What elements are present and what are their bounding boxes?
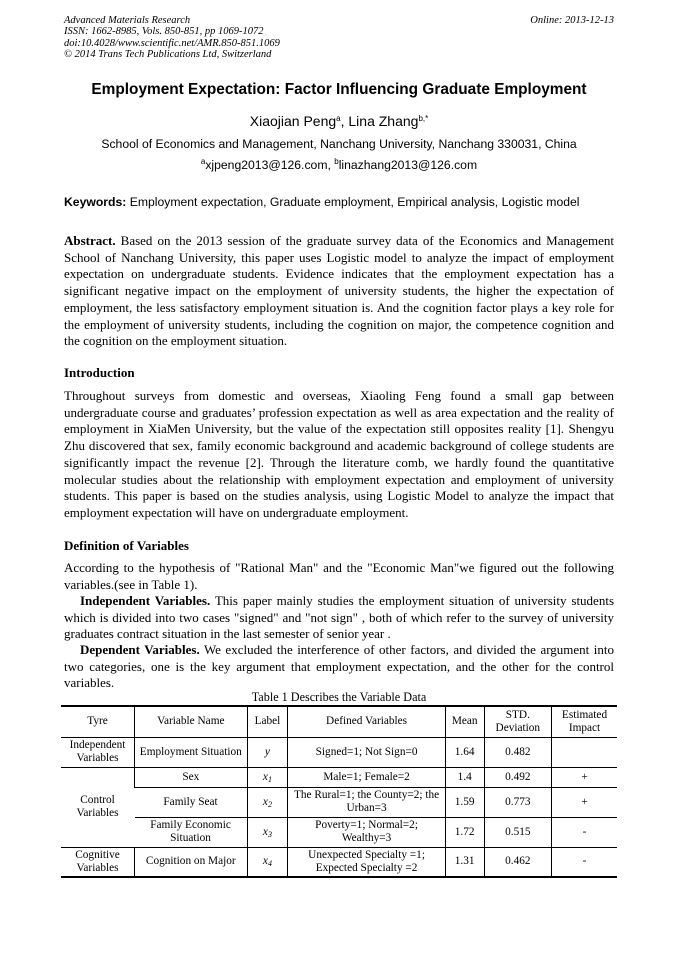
label-subscript: 3 (267, 829, 272, 839)
table-row (61, 787, 617, 817)
variable-name-cell: Family Economic Situation (150, 819, 231, 844)
keywords (64, 195, 580, 209)
independent-variables-text: This paper mainly studies the employment situation of university students which is divided into two cases "signed" and "not sign" , both of which refer to the survey of university graduates contract situation in the last semester of senior year . (64, 593, 614, 642)
journal-doi: doi:10.4028/www.scientific.net/AMR.850-851.1069 (64, 37, 280, 49)
paper-title: Employment Expectation: Factor Influencing Graduate Employment (91, 81, 587, 98)
group-cell: Cognitive Variables (75, 848, 120, 874)
definition-intro: According to the hypothesis of "Rational Man" and the "Economic Man"we figured out the following variables.(see in Table 1). (64, 560, 614, 592)
impact-cell: + (552, 787, 617, 817)
mean-cell: 1.59 (445, 787, 484, 817)
label-symbol: x (262, 825, 268, 838)
author-affil-mark: b,* (418, 114, 429, 123)
introduction-heading: Introduction (64, 365, 135, 380)
table-header-row (61, 706, 617, 737)
affiliation: School of Economics and Management, Nanchang University, Nanchang 330031, China (101, 137, 577, 151)
independent-variables-label: Independent Variables. (80, 593, 211, 608)
label-subscript: 2 (267, 799, 272, 809)
email-mark: b (334, 157, 339, 166)
mean-cell: 1.4 (445, 767, 484, 787)
defined-cell: Signed=1; Not Sign=0 (288, 737, 445, 767)
label-cell (247, 817, 288, 847)
label-subscript: 1 (267, 774, 272, 784)
defined-cell: Poverty=1; Normal=2; Wealthy=3 (288, 817, 445, 847)
introduction-text: Throughout surveys from domestic and overseas, Xiaoling Feng found a small gap between undergraduate course and graduates’ profession expectation as well as area expectation and the reality of employment in XiaMen University, but the value of the expectation still opposites reality [1]. Shengyu Zhu discovered that sex, family economic background and academic background of college students are significantly impact the revenue [2]. Through the literature comb, we hardly found the quantitative molecular studies about the relationship with employment expectation and employment of university students. This paper is based on the studies analysis, using Logistic Model to analyze the impact that employment expectation will have on undergraduate employment. (64, 388, 614, 520)
table-row (61, 767, 617, 787)
independent-variables-paragraph (64, 593, 614, 643)
label-symbol: x (262, 795, 268, 808)
label-cell (247, 787, 288, 817)
std-cell: 0.515 (484, 817, 551, 847)
table-caption: Table 1 Describes the Variable Data (251, 690, 427, 704)
email-address: xjpeng2013@126.com, (205, 158, 335, 172)
dependent-variables-label: Dependent Variables. (80, 642, 200, 657)
column-header: Tyre (87, 715, 108, 728)
journal-copyright: © 2014 Trans Tech Publications Ltd, Switzerland (64, 48, 272, 60)
defined-cell: Male=1; Female=2 (288, 767, 445, 787)
email-line (0, 158, 678, 172)
author-separator: , (340, 113, 349, 129)
keywords-label: Keywords: (64, 195, 127, 209)
table-row (61, 737, 617, 767)
group-cell: Control Variables (76, 794, 119, 819)
column-header: STD. Deviation (484, 706, 551, 737)
impact-cell: - (552, 817, 617, 847)
journal-header (64, 15, 280, 60)
label-symbol: y (264, 745, 270, 758)
variable-name-cell: Cognition on Major (135, 847, 247, 877)
variable-name-cell: Employment Situation (135, 737, 247, 767)
author-name: Xiaojian Peng (249, 113, 337, 129)
mean-cell: 1.72 (445, 817, 484, 847)
abstract-label: Abstract. (64, 233, 116, 248)
column-header: Defined Variables (288, 706, 445, 737)
author-affil-mark: a (336, 114, 341, 123)
label-subscript: 4 (267, 859, 272, 869)
impact-cell: + (552, 767, 617, 787)
std-cell: 0.773 (484, 787, 551, 817)
column-header: Label (247, 706, 288, 737)
variable-table (61, 705, 617, 878)
variable-name-cell: Family Seat (163, 795, 218, 808)
label-cell (247, 847, 288, 877)
dependent-variables-paragraph (64, 642, 614, 692)
abstract (64, 233, 614, 350)
author-name: Lina Zhang (348, 113, 419, 129)
defined-cell: Unexpected Specialty =1; Expected Specialty =2 (288, 847, 445, 877)
email-address: linazhang2013@126.com (338, 158, 478, 172)
definition-heading: Definition of Variables (64, 538, 189, 553)
column-header: Estimated Impact (552, 706, 617, 737)
abstract-text: Based on the 2013 session of the graduate survey data of the Economics and Management School of Nanchang University, this paper uses Logistic model to analyze the impact of employment expectation on undergraduate students. Evidence indicates that the employment expectation has a significant negative impact on the employment of university students, the higher the expectation of employment, the less satisfactory employment situation is. And the cognition factor plays a key role for the employment of university students, including the cognition on major, the competence cognition and the cognition on the employment situation. (64, 233, 614, 349)
online-date: Online: 2013-12-13 (530, 15, 614, 26)
impact-cell (552, 737, 617, 767)
std-cell: 0.492 (484, 767, 551, 787)
table-row (61, 847, 617, 877)
keywords-text: Employment expectation, Graduate employment, Empirical analysis, Logistic model (126, 195, 580, 209)
variable-name-cell: Sex (135, 767, 247, 787)
mean-cell: 1.31 (445, 847, 484, 877)
group-cell: Independent Variables (69, 739, 126, 764)
email-mark: a (200, 157, 206, 166)
label-cell (247, 767, 288, 787)
label-symbol: x (262, 770, 268, 783)
defined-cell: The Rural=1; the County=2; the Urban=3 (288, 787, 445, 817)
author-list (0, 113, 678, 129)
label-symbol: x (262, 855, 268, 868)
impact-cell: - (552, 847, 617, 877)
journal-name: Advanced Materials Research (64, 15, 191, 26)
table-row (61, 817, 617, 847)
std-cell: 0.482 (484, 737, 551, 767)
mean-cell: 1.64 (445, 737, 484, 767)
std-cell: 0.462 (484, 847, 551, 877)
journal-issn: ISSN: 1662-8985, Vols. 850-851, pp 1069-1072 (64, 26, 264, 38)
label-cell (247, 737, 288, 767)
column-header: Variable Name (135, 706, 247, 737)
dependent-variables-text: We excluded the interference of other factors, and divided the argument into two categories, one is the key argument that employment expectation, and the other for the control variables. (64, 642, 615, 691)
column-header: Mean (445, 706, 484, 737)
